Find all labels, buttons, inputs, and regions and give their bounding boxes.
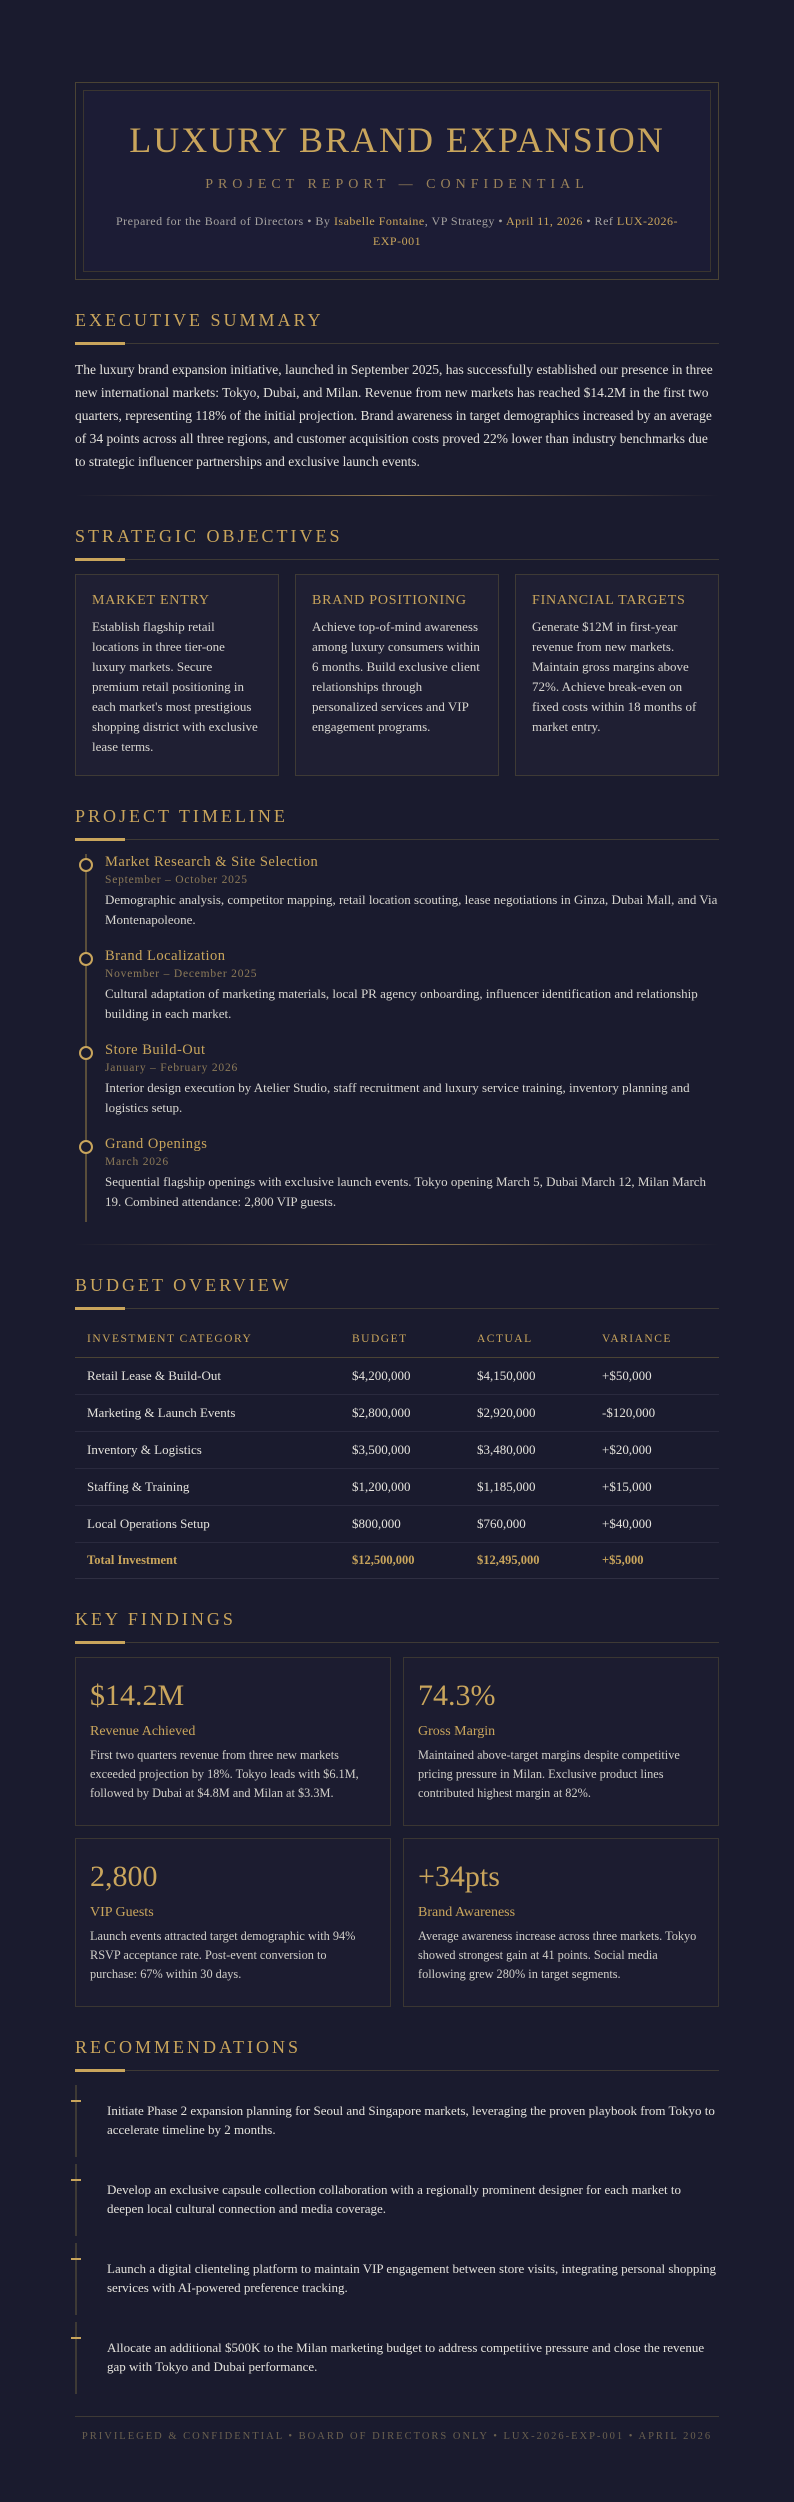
table-cell: Total Investment bbox=[75, 1543, 340, 1579]
section-title: STRATEGIC OBJECTIVES bbox=[75, 526, 343, 546]
table-cell: $1,185,000 bbox=[465, 1469, 590, 1506]
timeline-item-title: Grand Openings bbox=[105, 1136, 208, 1152]
table-cell: $4,200,000 bbox=[340, 1358, 465, 1395]
key-findings-section bbox=[75, 1609, 719, 2007]
finding-value: 74.3% bbox=[418, 1679, 496, 1712]
section-title: RECOMMENDATIONS bbox=[75, 2037, 302, 2057]
timeline-item-text: Cultural adaptation of marketing materials, local PR agency onboarding, influencer identification and relationship building in each market. bbox=[105, 986, 698, 1021]
column-header: VARIANCE bbox=[590, 1323, 719, 1358]
timeline-item bbox=[105, 948, 719, 1024]
table-cell: $1,200,000 bbox=[340, 1469, 465, 1506]
table-cell: $4,150,000 bbox=[465, 1358, 590, 1395]
meta-author-role: , VP Strategy • bbox=[424, 214, 506, 228]
section-rule bbox=[75, 839, 719, 840]
recommendations-list bbox=[75, 2085, 719, 2394]
budget-overview-section bbox=[75, 1275, 719, 1579]
table-cell: $3,480,000 bbox=[465, 1432, 590, 1469]
recommendation-item: Launch a digital clienteling platform to maintain VIP engagement between store visits, integrating personal shopping services with AI-powered preference tracking. bbox=[75, 2243, 719, 2315]
table-cell: $800,000 bbox=[340, 1506, 465, 1543]
section-title: BUDGET OVERVIEW bbox=[75, 1275, 292, 1295]
finding-value: +34pts bbox=[418, 1860, 500, 1893]
executive-summary-text: The luxury brand expansion initiative, launched in September 2025, has successfully established our presence in three new international markets: Tokyo, Dubai, and Milan. Revenue from new markets has reached $14.2M in the first two quarters, representing 118% of the initial projection. Brand awareness in target demographics increased by an average of 34 points across all three regions, and customer acquisition costs proved 22% lower than industry benchmarks due to strategic influencer partnerships and exclusive launch events. bbox=[75, 362, 713, 469]
table-cell: $760,000 bbox=[465, 1506, 590, 1543]
timeline-circle-icon bbox=[79, 1046, 93, 1060]
timeline-item-date: November – December 2025 bbox=[105, 968, 258, 980]
findings-grid bbox=[75, 1657, 719, 2007]
section-rule bbox=[75, 2070, 719, 2071]
objective-card-financial-targets bbox=[515, 574, 719, 776]
table-cell: -$120,000 bbox=[590, 1395, 719, 1432]
meta-author: Isabelle Fontaine bbox=[333, 214, 425, 228]
table-cell: $12,500,000 bbox=[340, 1543, 465, 1579]
finding-text: Launch events attracted target demographic with 94% RSVP acceptance rate. Post-event conversion to purchase: 67% within 30 days. bbox=[90, 1929, 356, 1981]
report-footer bbox=[75, 2416, 719, 2442]
meta-prefix: Prepared for the Board of Directors • By bbox=[115, 214, 334, 228]
timeline-circle-icon bbox=[79, 952, 93, 966]
objectives-grid bbox=[75, 574, 719, 776]
finding-text: First two quarters revenue from three new markets exceeded projection by 18%. Tokyo leads with $6.1M, followed by Dubai at $4.8M and Milan at $3.3M. bbox=[90, 1748, 359, 1800]
recommendation-item: Develop an exclusive capsule collection collaboration with a regionally prominent designer for each market to deepen local cultural connection and media coverage. bbox=[75, 2164, 719, 2236]
timeline-item-date: March 2026 bbox=[105, 1156, 169, 1168]
table-cell: Inventory & Logistics bbox=[75, 1432, 340, 1469]
table-cell: +$40,000 bbox=[590, 1506, 719, 1543]
timeline-item-date: September – October 2025 bbox=[105, 874, 248, 886]
gold-divider bbox=[75, 495, 719, 496]
objective-title: MARKET ENTRY bbox=[92, 593, 210, 608]
timeline-item bbox=[105, 1042, 719, 1118]
finding-value: $14.2M bbox=[90, 1679, 185, 1712]
table-row bbox=[75, 1469, 719, 1506]
table-row bbox=[75, 1395, 719, 1432]
objective-card-market-entry bbox=[75, 574, 279, 776]
section-title: PROJECT TIMELINE bbox=[75, 806, 288, 826]
table-cell: +$20,000 bbox=[590, 1432, 719, 1469]
table-cell: +$5,000 bbox=[590, 1543, 719, 1579]
objective-text: Generate $12M in first-year revenue from new markets. Maintain gross margins above 72%. Achieve break-even on fixed costs within 18 months of market entry. bbox=[532, 619, 697, 734]
table-cell: +$15,000 bbox=[590, 1469, 719, 1506]
section-title: EXECUTIVE SUMMARY bbox=[75, 310, 324, 330]
header-inner-frame bbox=[83, 90, 711, 272]
table-cell: $3,500,000 bbox=[340, 1432, 465, 1469]
project-timeline-section bbox=[75, 806, 719, 1245]
timeline-item bbox=[105, 1136, 719, 1222]
table-cell: $2,800,000 bbox=[340, 1395, 465, 1432]
table-cell: $2,920,000 bbox=[465, 1395, 590, 1432]
recommendation-item: Initiate Phase 2 expansion planning for Seoul and Singapore markets, leveraging the proven playbook from Tokyo to accelerate timeline by 2 months. bbox=[75, 2085, 719, 2157]
finding-text: Maintained above-target margins despite competitive pricing pressure in Milan. Exclusive product lines contributed highest margin at 82%. bbox=[418, 1748, 680, 1800]
timeline bbox=[75, 854, 719, 1222]
report-subtitle: PROJECT REPORT — CONFIDENTIAL bbox=[205, 177, 589, 192]
timeline-item bbox=[105, 854, 719, 930]
objective-title: BRAND POSITIONING bbox=[312, 593, 467, 608]
timeline-item-date: January – February 2026 bbox=[105, 1062, 239, 1074]
recommendation-item: Allocate an additional $500K to the Milan marketing budget to address competitive pressure and close the revenue gap with Tokyo and Dubai performance. bbox=[75, 2322, 719, 2394]
finding-card-vip-guests bbox=[75, 1838, 391, 2007]
section-rule bbox=[75, 1642, 719, 1643]
finding-card-gross-margin bbox=[403, 1657, 719, 1826]
table-cell: Local Operations Setup bbox=[75, 1506, 340, 1543]
table-cell: Marketing & Launch Events bbox=[75, 1395, 340, 1432]
column-header: INVESTMENT CATEGORY bbox=[75, 1323, 340, 1358]
finding-card-brand-awareness bbox=[403, 1838, 719, 2007]
timeline-item-text: Demographic analysis, competitor mapping, retail location scouting, lease negotiations in Ginza, Dubai Mall, and Via Montenapoleone. bbox=[105, 892, 718, 927]
table-cell: Staffing & Training bbox=[75, 1469, 340, 1506]
objective-title: FINANCIAL TARGETS bbox=[532, 593, 686, 608]
objective-card-brand-positioning bbox=[295, 574, 499, 776]
report-title: LUXURY BRAND EXPANSION bbox=[129, 120, 665, 160]
section-title: KEY FINDINGS bbox=[75, 1609, 236, 1629]
timeline-item-title: Brand Localization bbox=[105, 948, 226, 964]
finding-card-revenue bbox=[75, 1657, 391, 1826]
section-rule bbox=[75, 1308, 719, 1309]
budget-table bbox=[75, 1323, 719, 1579]
finding-value: 2,800 bbox=[90, 1860, 158, 1893]
section-rule bbox=[75, 559, 719, 560]
section-rule bbox=[75, 343, 719, 344]
recommendations-section bbox=[75, 2037, 719, 2394]
meta-date: April 11, 2026 bbox=[505, 214, 583, 228]
table-row bbox=[75, 1432, 719, 1469]
objective-text: Achieve top-of-mind awareness among luxury consumers within 6 months. Build exclusive client relationships through personalized services and VIP engagement programs. bbox=[312, 619, 480, 734]
timeline-item-text: Interior design execution by Atelier Studio, staff recruitment and luxury service training, inventory planning and logistics setup. bbox=[105, 1080, 690, 1115]
table-cell: $12,495,000 bbox=[465, 1543, 590, 1579]
table-cell: +$50,000 bbox=[590, 1358, 719, 1395]
finding-text: Average awareness increase across three markets. Tokyo showed strongest gain at 41 points. Social media following grew 280% in target segments. bbox=[418, 1929, 697, 1981]
timeline-circle-icon bbox=[79, 858, 93, 872]
meta-ref-label: • Ref bbox=[582, 214, 617, 228]
timeline-item-title: Market Research & Site Selection bbox=[105, 854, 319, 870]
strategic-objectives-section bbox=[75, 526, 719, 776]
executive-summary-section bbox=[75, 310, 719, 496]
gold-divider bbox=[75, 1244, 719, 1245]
finding-label: Brand Awareness bbox=[418, 1905, 516, 1920]
report-header bbox=[75, 82, 719, 280]
objective-text: Establish flagship retail locations in three tier-one luxury markets. Secure premium retail positioning in each market's most prestigious shopping district with exclusive lease terms. bbox=[92, 619, 258, 754]
finding-label: VIP Guests bbox=[90, 1905, 154, 1920]
report-meta bbox=[104, 211, 690, 251]
timeline-circle-icon bbox=[79, 1140, 93, 1154]
finding-label: Revenue Achieved bbox=[90, 1724, 196, 1739]
meta-ref: LUX-2026-EXP-001 bbox=[372, 214, 679, 248]
table-row bbox=[75, 1358, 719, 1395]
footer-text: PRIVILEGED & CONFIDENTIAL • BOARD OF DIRECTORS ONLY • LUX-2026-EXP-001 • APRIL 2026 bbox=[81, 2431, 713, 2442]
finding-label: Gross Margin bbox=[418, 1724, 496, 1739]
column-header: ACTUAL bbox=[465, 1323, 590, 1358]
column-header: BUDGET bbox=[340, 1323, 465, 1358]
table-header-row bbox=[75, 1323, 719, 1358]
timeline-item-text: Sequential flagship openings with exclusive launch events. Tokyo opening March 5, Dubai March 12, Milan March 19. Combined attendance: 2,800 VIP guests. bbox=[105, 1174, 707, 1209]
table-cell: Retail Lease & Build-Out bbox=[75, 1358, 340, 1395]
table-row bbox=[75, 1506, 719, 1543]
timeline-item-title: Store Build-Out bbox=[105, 1042, 206, 1058]
table-total-row bbox=[75, 1543, 719, 1579]
